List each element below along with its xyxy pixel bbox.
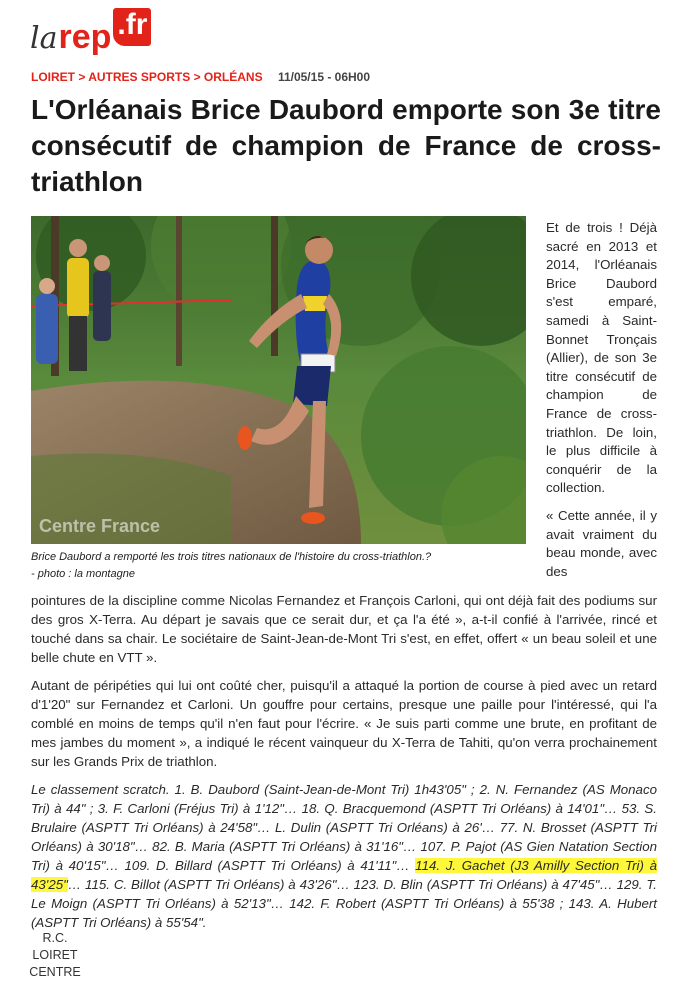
- logo-fr: .fr: [113, 8, 151, 46]
- article-title: L'Orléanais Brice Daubord emporte son 3e titre consécutif de champion de France de cross-triathlon: [31, 94, 661, 197]
- article-body: [31, 591, 657, 941]
- logo-la: la: [30, 21, 58, 56]
- paragraph-race: Autant de péripéties qui lui ont coûté cher, puisqu'il a attaqué la portion de course à pied avec un retard d'1'20" sur Fernandez et Carloni. Un gouffre pour certains, presque une paille pour l'intéressé, qui l'a comblé en moins de temps qu'il n'en faut pour l'écrire. « Je suis parti comme une brute, en profitant de mes jambes du moment », a indiqué le récent vainqueur du X-Terra de Tahiti, qu'on verra prochainement sur les Grands Prix de triathlon.: [31, 678, 657, 769]
- paragraph-quote-cont: pointures de la discipline comme Nicolas Fernandez et François Carloni, qui ont déjà fait des podiums sur des gros X-Terra. Au départ je savais que ce serait dur, et ça l'a été », a-t-il confié à l'arrivée, rincé et touché dans sa chair. Le sociétaire de Saint-Jean-de-Mont Tri s'est, en effet, offert « un beau soleil et une belle chute en VTT ».: [31, 593, 657, 665]
- author-signature: [20, 930, 90, 981]
- photo-illustration: [31, 216, 526, 544]
- signature-edition: CENTRE: [29, 965, 81, 979]
- results-highlight: 114. J. Gachet (J3 Amilly Section Tri) à 43'25": [31, 858, 657, 892]
- article-photo: [31, 216, 526, 544]
- article-meta: [31, 70, 370, 84]
- caption-credit: - photo : la montagne: [31, 568, 135, 580]
- photo-caption: [31, 549, 526, 583]
- logo-rep: rep: [58, 18, 112, 56]
- signature-region: LOIRET: [32, 948, 78, 962]
- paragraph-quote-start: « Cette année, il y avait vraiment du beau monde, avec des: [546, 507, 657, 579]
- paragraph-intro: Et de trois ! Déjà sacré en 2013 et 2014, l'Orléanais Brice Daubord s'est emparé, samedi à Saint-Bonnet Tronçais (Allier), de son 3e titre consécutif de champion de France de cross-triathlon. De loin, le plus difficile à conquérir de la collection.: [546, 220, 657, 496]
- results-text-end: … 115. C. Billot (ASPTT Tri Orléans) à 43'26"… 123. D. Blin (ASPTT Tri Orléans) à 47'45"… 129. T. Le Moign (ASPTT Tri Orléans) à 52'13"… 142. F. Robert (ASPTT Tri Orléans) à 55'38 ; 143. A. Hubert (ASPTT Tri Orléans) à 55'54".: [31, 877, 657, 930]
- breadcrumb[interactable]: LOIRET > AUTRES SPORTS > ORLÉANS: [31, 70, 263, 84]
- photo-watermark: Centre France: [39, 516, 161, 536]
- article-side-column: [546, 219, 657, 590]
- results-paragraph: [31, 780, 657, 932]
- site-logo[interactable]: [30, 4, 151, 54]
- results-text: Le classement scratch. 1. B. Daubord (Saint-Jean-de-Mont Tri) 1h43'05" ; 2. N. Fernandez (AS Monaco Tri) à 44" ; 3. F. Carloni (Fréjus Tri) à 1'12"… 18. Q. Bracquemond (ASPTT Tri Orléans) à 14'01"… 53. S. Brulaire (ASPTT Tri Orléans) à 24'58"… L. Dulin (ASPTT Tri Orléans) à 26'… 77. N. Brosset (ASPTT Tri Orléans) à 30'18"… 82. B. Maria (ASPTT Tri Orléans) à 31'16"… 107. P. Pajot (AS Gien Natation Section Tri) à 40'15"… 109. D. Billard (ASPTT Tri Orléans) à 41'11"…: [31, 782, 657, 873]
- signature-initials: R.C.: [42, 931, 68, 945]
- caption-text: Brice Daubord a remporté les trois titres nationaux de l'histoire du cross-triathlon.?: [31, 551, 432, 563]
- publish-date: 11/05/15 - 06H00: [277, 70, 371, 84]
